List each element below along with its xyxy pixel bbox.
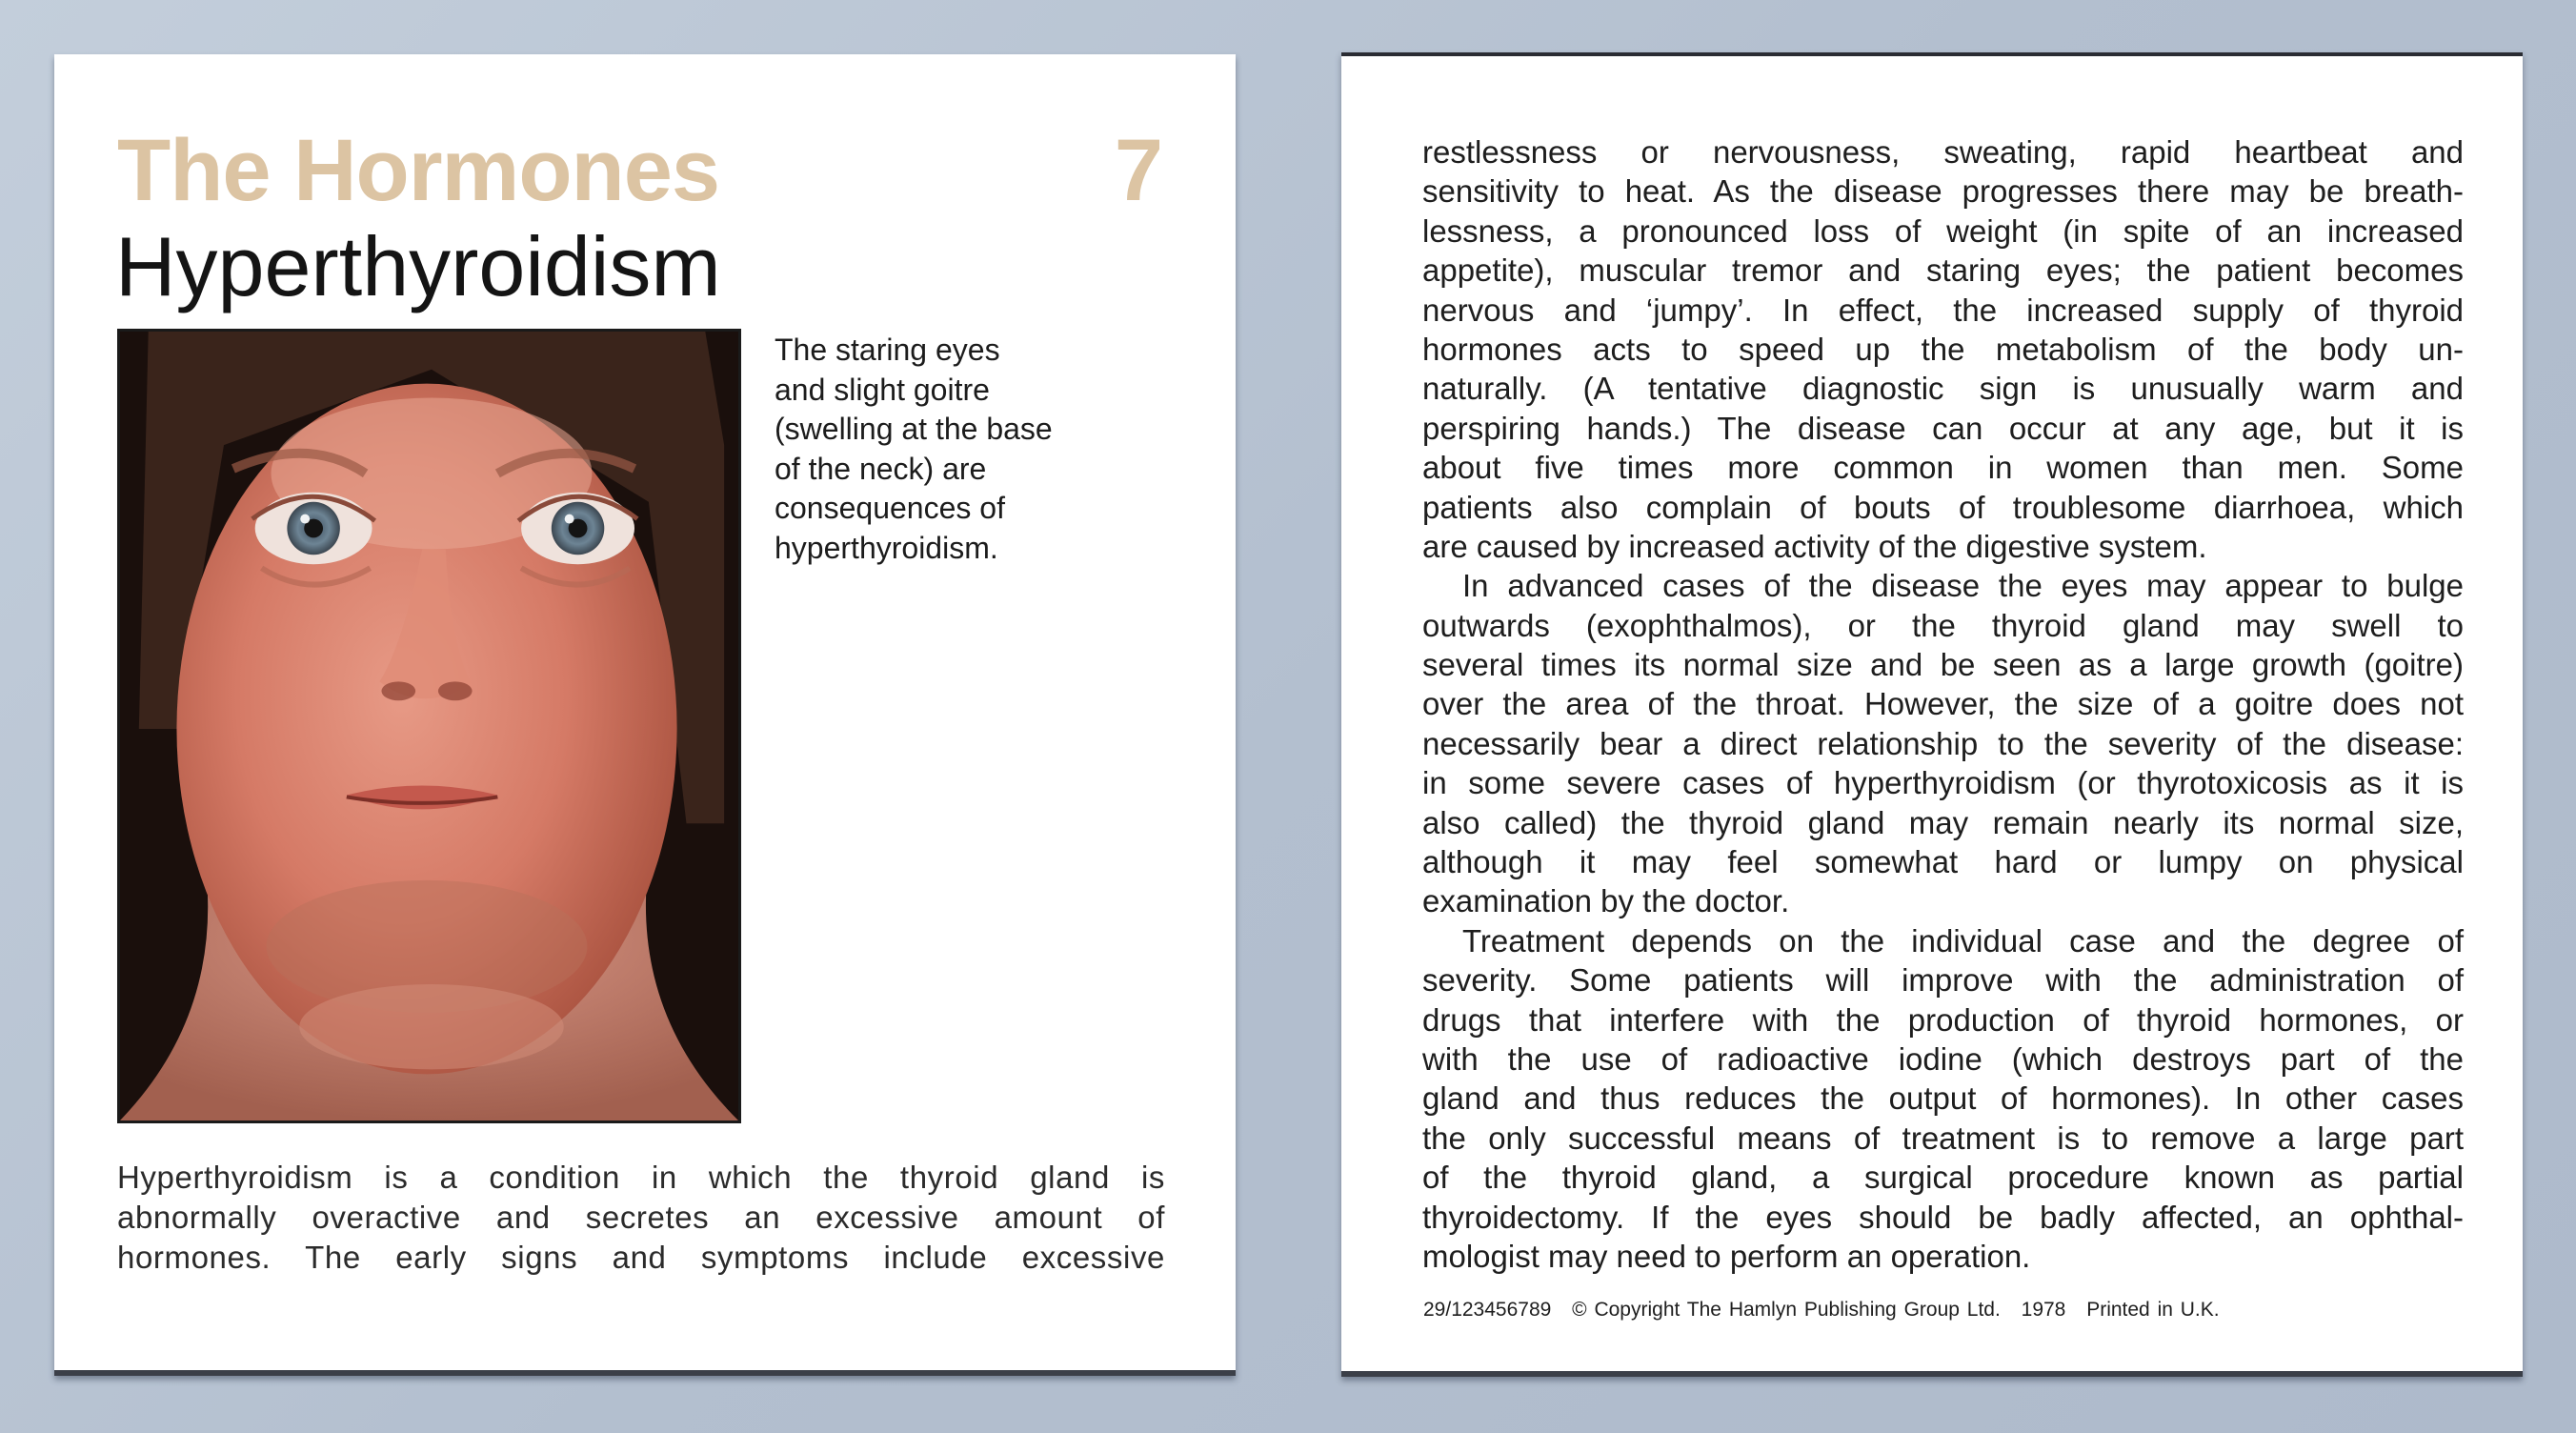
card-back xyxy=(1341,52,2523,1377)
body-line: with the use of radioactive iodine (which destroys part of the xyxy=(1422,1040,2464,1077)
body-line: perspiring hands.) The disease can occur at any age, but it is xyxy=(1422,410,2464,446)
copyright-year: 1978 xyxy=(2021,1299,2066,1321)
card-number: 7 xyxy=(1114,122,1163,219)
series-title: The Hormones xyxy=(117,122,720,219)
caption-line: of the neck) are xyxy=(775,451,987,486)
body-line: hormones acts to speed up the metabolism of the body un- xyxy=(1422,331,2464,367)
caption-line: The staring eyes xyxy=(775,333,1000,367)
body-line: appetite), muscular tremor and staring eyes; the patient becomes xyxy=(1422,252,2464,289)
body-line: of the thyroid gland, a surgical procedure known as partial xyxy=(1422,1160,2464,1196)
body-line: sensitivity to heat. As the disease progresses there may be breath- xyxy=(1422,173,2464,210)
body-line: gland and thus reduces the output of hormones). In other cases xyxy=(1422,1080,2464,1117)
body-line: restlessness or nervousness, sweating, rapid heartbeat and xyxy=(1422,134,2464,170)
body-line: Hyperthyroidism is a condition in which the thyroid gland is xyxy=(117,1160,1165,1195)
body-line: outwards (exophthalmos), or the thyroid gland may swell to xyxy=(1422,607,2464,643)
body-line: are caused by increased activity of the digestive system. xyxy=(1422,528,2207,564)
body-line: patients also complain of bouts of troublesome diarrhoea, which xyxy=(1422,489,2464,525)
body-line: severity. Some patients will improve with the administration of xyxy=(1422,962,2464,999)
back-body-text xyxy=(1422,132,2464,1276)
photo-caption xyxy=(775,331,1175,568)
body-line: thyroidectomy. If the eyes should be badly affected, an ophthal- xyxy=(1422,1199,2464,1235)
body-line: In advanced cases of the disease the eyes may appear to bulge xyxy=(1462,568,2464,604)
caption-line: and slight goitre xyxy=(775,372,990,407)
body-line: abnormally overactive and secretes an excessive amount of xyxy=(117,1200,1165,1235)
body-line: about five times more common in women than men. Some xyxy=(1422,450,2464,486)
body-line: lessness, a pronounced loss of weight (in spite of an increased xyxy=(1422,212,2464,249)
body-line: although it may feel somewhat hard or lumpy on physical xyxy=(1422,844,2464,880)
body-line: in some severe cases of hyperthyroidism (or thyrotoxicosis as it is xyxy=(1422,765,2464,801)
patient-face-illustration xyxy=(120,332,738,1120)
body-line: also called) the thyroid gland may remain nearly its normal size, xyxy=(1422,804,2464,840)
body-line: mologist may need to perform an operation. xyxy=(1422,1238,2031,1274)
body-line: the only successful means of treatment is to remove a large part xyxy=(1422,1120,2464,1156)
body-line: several times its normal size and be seen as a large growth (goitre) xyxy=(1422,647,2464,683)
body-line: drugs that interfere with the production of thyroid hormones, or xyxy=(1422,1001,2464,1038)
patient-photo xyxy=(117,329,741,1123)
body-line: necessarily bear a direct relationship to the severity of the disease: xyxy=(1422,725,2464,761)
body-line: examination by the doctor. xyxy=(1422,883,1790,919)
body-line: over the area of the throat. However, the size of a goitre does not xyxy=(1422,686,2464,722)
caption-line: consequences of xyxy=(775,491,1005,525)
caption-line: (swelling at the base xyxy=(775,412,1053,446)
caption-line: hyperthyroidism. xyxy=(775,530,998,565)
body-line: hormones. The early signs and symptoms include excessive xyxy=(117,1240,1165,1275)
card-code: 29/123456789 xyxy=(1423,1299,1552,1321)
card-front xyxy=(54,54,1236,1376)
front-body-text xyxy=(117,1158,1165,1278)
body-line: nervous and ‘jumpy’. In effect, the increased supply of thyroid xyxy=(1422,292,2464,328)
body-line: naturally. (A tentative diagnostic sign is unusually warm and xyxy=(1422,371,2464,407)
copyright-notice: © Copyright The Hamlyn Publishing Group Ltd. xyxy=(1572,1299,2001,1321)
body-line: Treatment depends on the individual case and the degree of xyxy=(1462,922,2464,959)
card-heading: Hyperthyroidism xyxy=(115,219,721,313)
printed-in: Printed in U.K. xyxy=(2086,1299,2220,1321)
copyright-line xyxy=(1423,1299,2233,1322)
